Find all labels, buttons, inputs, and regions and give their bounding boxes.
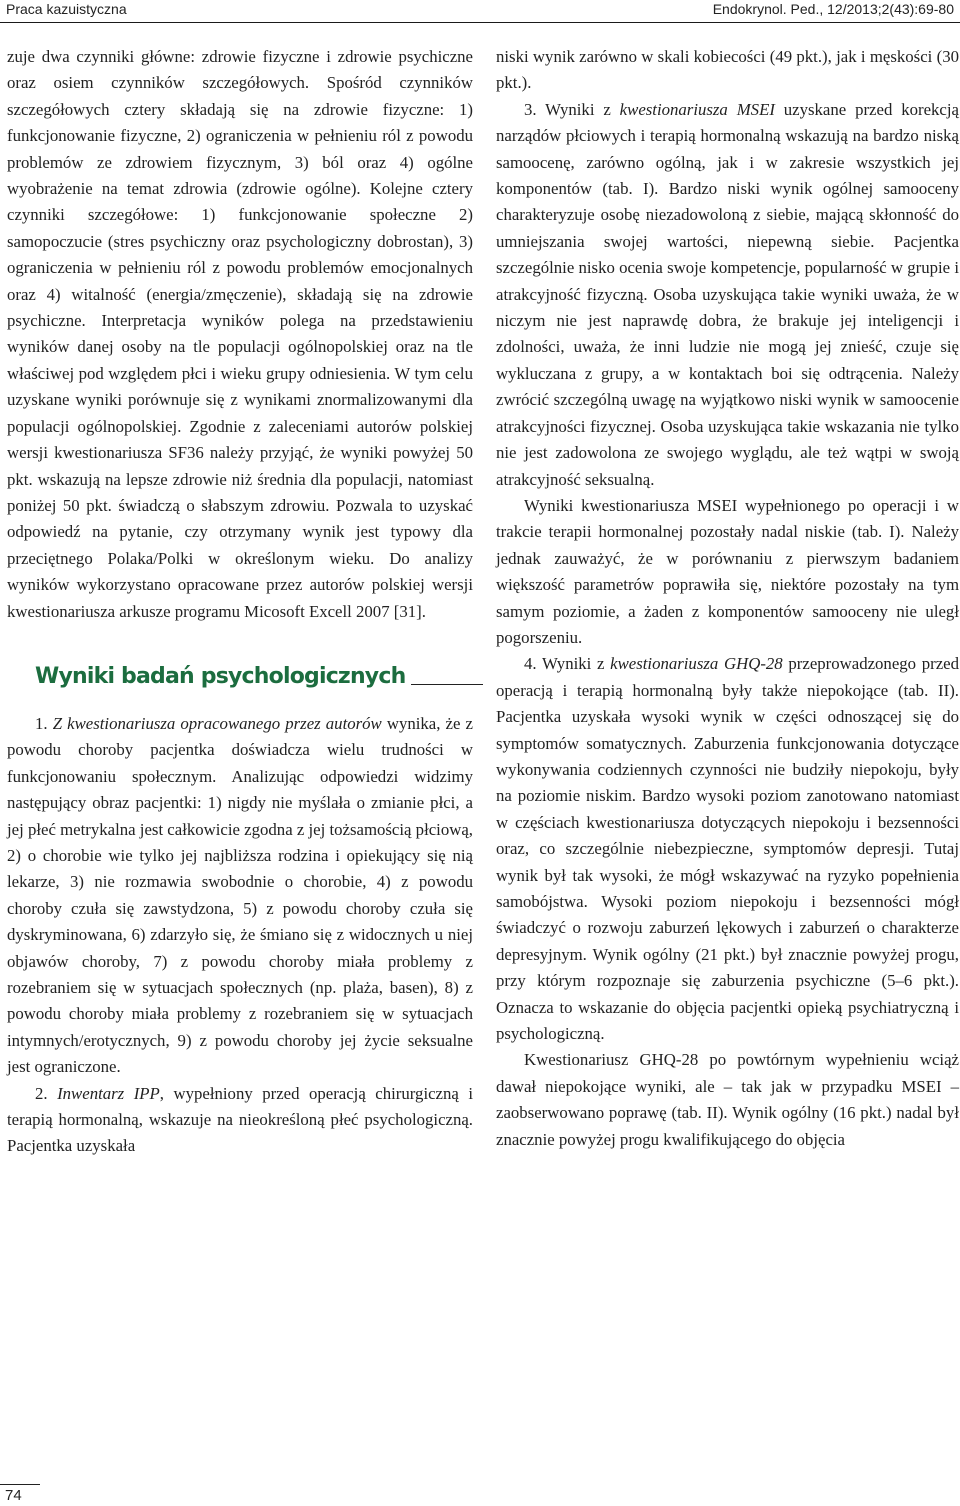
- result-3-italic: kwestionariusza MSEI: [619, 99, 775, 119]
- result-4-text: przeprowadzonego przed operacją i terapią hormonalną były także niepokojące (tab. II). Pacjentka uzyskała wysoki wynik w części odnoszącej się do symptomów somatycznych. Zaburzenia funkcjonowania dotyczące wykonywania codziennych czynności nie budziły niepokoju, były na poziomie niskim. Bardzo wysoki poziom zanotowano natomiast w częściach kwestionariusza dotyczących niepokoju i bezsenności oraz, co szczególnie niebezpieczne, symptomów depresji. Tutaj wynik był tak wysoki, że mógł wskazywać na ryzyko popełnienia samobójstwa. Wysoki poziom niepokoju i bezsenności mógł świadczyć o rozwoju zaburzeń lękowych i zaburzeń o charakterze depresyjnym. Wynik ogólny (21 pkt.) był znacznie powyżej progu, przy którym rozpoznaje się zaburzenia psychiczne (5–6 pkt.). Oznacza to wskazanie do objęcia pacjentki opieką psychiatryczną i psychologiczną.: [496, 654, 960, 1044]
- result-4-italic: kwestionariusza GHQ-28: [610, 654, 783, 674]
- result-2-number: 2.: [35, 1083, 58, 1103]
- result-2-text: , wypełniony przed operacją chirurgiczną i terapią hormonalną, wskazuje na nieokreśloną płeć psychologiczną. Pacjentka uzyskała: [7, 1083, 473, 1156]
- paragraph-result-2: [7, 1081, 473, 1160]
- result-1-text: wynika, że z powodu choroby pacjentka doświadcza wielu trudności w funkcjonowaniu społecznym. Analizując odpowiedzi widzimy następujący obraz pacjentki: 1) nigdy nie myślała o zmianie płci, a jej płeć metrykalna jest całkowicie zgodna z jej tożsamością płciową, 2) o chorobie wie tylko jej najbliższa rodzina i opiekujący się nią lekarze, 3) nie rozmawia swobodnie o chorobie, 4) z powodu choroby czuła się zawstydzona, 5) z powodu choroby czuła się dyskryminowana, 6) zdarzyło się, że śmiano się z widocznych u niej objawów choroby, 7) z powodu choroby miała problemy z rozebraniem się w sytuacjach społecznych (np. plaża, basen), 8) z powodu choroby miała problemy z rozebraniem się w sytuacjach intymnych/erotycznych, 9) z powodu choroby jej życie seksualne jest ograniczone.: [7, 713, 474, 1077]
- paragraph-ipp-continuation: niski wynik zarówno w skali kobiecości (49 pkt.), jak i męskości (30 pkt.).: [496, 47, 959, 93]
- result-2-italic: Inwentarz IPP: [57, 1083, 160, 1103]
- paragraph-result-3: [496, 97, 959, 493]
- page-number: 74: [5, 1487, 22, 1504]
- result-4-number: 4. Wyniki z: [524, 654, 611, 674]
- paragraph-result-1: [7, 711, 473, 1081]
- result-1-number: 1.: [35, 713, 53, 733]
- paragraph-ghq-followup: Kwestionariusz GHQ-28 po powtórnym wypełnieniu wciąż dawał niepokojące wyniki, ale – tak jak w przypadku MSEI – zaobserwowano poprawę (tab. II). Wynik ogólny (16 pkt.) nadal był znacznie powyżej progu kwalifikującego do objęcia: [496, 1050, 959, 1149]
- header-journal-citation: Endokrynol. Ped., 12/2013;2(43):69-80: [712, 1, 954, 17]
- paragraph-sf36-description: zuje dwa czynniki główne: zdrowie fizyczne i zdrowie psychiczne oraz osiem czynników szczegółowych. Spośród czynników szczegółowych cztery składają się na zdrowie fizyczne: 1) funkcjonowanie fizyczne, 2) ograniczenia w pełnieniu ról z powodu problemów ze zdrowiem fizycznym, 3) ból oraz 4) ogólne wyobrażenie na temat zdrowia (zdrowie ogólne). Kolejne cztery czynniki szczegółowe: 1) funkcjonowanie społeczne 2) samopoczucie (stres psychiczny oraz psychologiczny dobrostan), 3) ograniczenia w pełnieniu ról z powodu problemów emocjonalnych oraz 4) witalność (energia/zmęczenie), składają się na zdrowie psychiczne. Interpretacja wyników polega na przedstawieniu wyników danej osoby na tle populacji ogólnopolskiej oraz na tle właściwej pod względem płci i wieku grupy odniesienia. W tym celu uzyskane wyniki porównuje się z wynikami znormalizowanymi dla populacji ogólnopolskiej. Zgodnie z zaleceniami autorów polskiej wersji kwestionariusza SF36 należy przyjąć, że wyniki powyżej 50 pkt. wskazują na lepsze zdrowie niż średnia dla populacji, natomiast poniżej 50 pkt. świadczą o słabszym zdrowiu. Pozwala to uzyskać odpowiedź na pytanie, czy otrzymany wynik jest typowy dla przeciętnego Polaka/Polki w określonym wieku. Do analizy wyników wykorzystano opracowane przez autorów polskiej wersji kwestionariusza arkusze programu Micosoft Excell 2007 [31].: [7, 47, 473, 621]
- paragraph-result-4: [496, 651, 959, 1047]
- result-1-italic: Z kwestionariusza opracowanego przez autorów: [52, 713, 382, 733]
- left-column: [7, 44, 473, 1160]
- result-3-text: uzyskane przed korekcją narządów płciowych i terapią hormonalną wskazują na bardzo niską samoocenę, zarówno ogólną, jak i w zakresie wszystkich jej komponentów (tab. I). Bardzo niski wynik ogólnej samooceny charakteryzuje osobę niezadowoloną z siebie, mającą skłonność do umniejszania swojej wartości, niepewną siebie. Pacjentka szczególnie nisko ocenia swoje kompetencje, popularność w grupie i atrakcyjność fizyczną. Osoba uzyskująca takie wyniki uważa, że w niczym nie jest naprawdę dobra, że brakuje jej inteligencji i zdolności, uważa, że inni ludzie nie mogą jej znieść, czuje się wykluczana z grupy, a w kontaktach boi się odtrącenia. Należy zwrócić szczególną uwagę na wyjątkowo niski wynik w samoocenie atrakcyjności fizycznej. Osoba uzyskująca takie wskazania nie tylko nie jest zadowolona ze swojego wyglądu, ale też wątpi w swoją atrakcyjność seksualną.: [496, 99, 959, 489]
- right-column: [496, 44, 959, 1153]
- paragraph-msei-followup: Wyniki kwestionariusza MSEI wypełnionego po operacji i w trakcie terapii hormonalnej pozostały nadal niskie (tab. I). Należy jednak zauważyć, że w porównaniu z pierwszym badaniem większość parametrów poprawiła się, niektóre pozostały na tym samym poziomie, a żaden z komponentów samooceny nie uległ pogorszeniu.: [496, 495, 959, 647]
- result-3-number: 3. Wyniki z: [524, 99, 620, 119]
- section-heading: [35, 663, 473, 691]
- header-section-label: Praca kazuistyczna: [6, 1, 127, 17]
- running-header: [0, 0, 960, 23]
- section-heading-text: Wyniki badań psychologicznych: [35, 663, 406, 689]
- heading-rule: [411, 684, 483, 685]
- footer-rule: [0, 1484, 40, 1485]
